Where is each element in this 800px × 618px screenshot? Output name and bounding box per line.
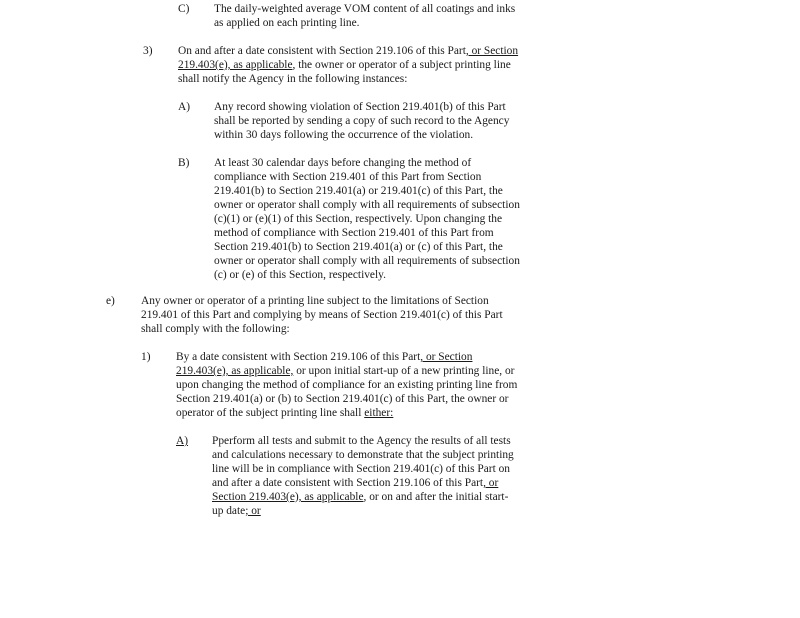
item-text [214,2,515,30]
underlined-insertion: , or [483,477,499,489]
text-line [214,268,520,282]
text-line [178,72,518,86]
item-label: A) [178,101,191,113]
text-line [178,44,518,58]
text-line [178,58,518,72]
text-run: Section 219.401(b) to Section 219.401(a) or (c) of this Part, the [214,241,503,253]
text-run: as applied on each printing line. [214,17,360,29]
text-run: 219.401(b) to Section 219.401(a) or 219.401(c) of this Part, the [214,185,503,197]
text-line [214,240,520,254]
item-text [212,434,514,518]
text-line [214,254,520,268]
text-run: 219.401 of this Part and complying by means of Section 219.401(c) of this Part [141,309,503,321]
underlined-insertion: 219.403(e), as applicable, [176,365,294,377]
underlined-insertion: ; or [245,505,261,517]
underlined-insertion: Section 219.403(e), as applicable [212,491,364,503]
text-line [212,490,514,504]
text-line [214,128,509,142]
text-run: Section 219.401(a) or (b) to Section 219.401(c) of this Part, the owner or [176,393,509,405]
text-run: shall be reported by sending a copy of such record to the Agency [214,115,510,127]
text-run: owner or operator shall comply with all requirements of subsection [214,199,520,211]
text-run: , or on and after the initial start- [363,491,509,503]
text-run: up date [212,505,246,517]
underlined-insertion: 219.403(e), as applicable [178,59,293,71]
underlined-insertion: either: [364,407,394,419]
text-line [176,364,517,378]
text-line [212,448,514,462]
text-line [214,114,509,128]
text-run: compliance with Section 219.401 of this Part from Section [214,171,482,183]
text-line [212,504,514,518]
text-line [176,378,517,392]
text-line [214,184,520,198]
item-text [176,350,517,420]
text-run: Any owner or operator of a printing line subject to the limitations of Section [141,295,489,307]
text-line [212,434,514,448]
item-label: B) [178,157,190,169]
text-run: and after a date consistent with Section 219.106 of this Part [212,477,484,489]
text-run: The daily-weighted average VOM content of all coatings and inks [214,3,516,15]
text-line [176,350,517,364]
text-line [214,156,520,170]
text-run: within 30 days following the occurrence of the violation. [214,129,474,141]
text-run: line will be in compliance with Section 219.401(c) of this Part on [212,463,510,475]
text-line [212,462,514,476]
text-line [141,322,503,336]
text-run: (c) or (e) of this Section, respectively. [214,269,386,281]
item-text [214,100,509,142]
text-line [141,308,503,322]
text-line [214,100,509,114]
underlined-insertion: , or Section [465,45,519,57]
text-line [214,226,520,240]
text-run: and calculations necessary to demonstrate that the subject printing [212,449,514,461]
text-line [214,198,520,212]
text-line [176,392,517,406]
text-line [212,476,514,490]
text-line [214,2,515,16]
item-label: C) [178,3,190,15]
underlined-insertion: , or Section [420,351,473,363]
text-line [141,294,503,308]
item-label: 3) [143,45,153,57]
text-run: upon changing the method of compliance for an existing printing line from [176,379,518,391]
item-label: 1) [141,351,151,363]
text-line [214,16,515,30]
text-line [214,212,520,226]
text-line [176,406,517,420]
text-run: or upon initial start-up of a new printing line, or [293,365,515,377]
item-text [178,44,518,86]
text-run: Pperform all tests and submit to the Agency the results of all tests [212,435,511,447]
text-run: On and after a date consistent with Section 219.106 of this Part [178,45,466,57]
text-run: , the owner or operator of a subject printing line [292,59,511,71]
item-text [141,294,503,336]
item-text [214,156,520,282]
text-run: shall comply with the following: [141,323,290,335]
text-run: operator of the subject printing line shall [176,407,365,419]
text-run: (c)(1) or (e)(1) of this Section, respectively. Upon changing the [214,213,503,225]
text-run: shall notify the Agency in the following instances: [178,73,408,85]
text-run: Any record showing violation of Section 219.401(b) of this Part [214,101,506,113]
text-run: owner or operator shall comply with all requirements of subsection [214,255,520,267]
item-label: e) [106,295,115,307]
text-run: At least 30 calendar days before changing the method of [214,157,472,169]
text-run: By a date consistent with Section 219.106 of this Part [176,351,421,363]
text-line [214,170,520,184]
text-run: method of compliance with Section 219.401 of this Part from [214,227,494,239]
item-label: A) [176,435,189,447]
